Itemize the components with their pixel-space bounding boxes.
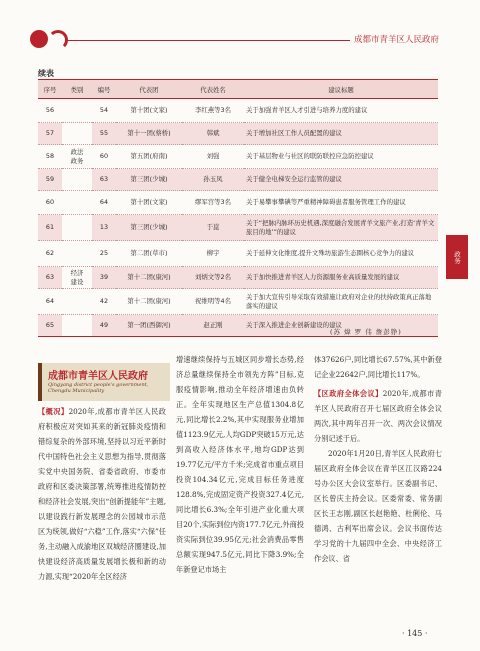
body-column-2 — [176, 352, 304, 577]
group-cell: 第十一团(蔡桥) — [116, 123, 182, 145]
page-header — [0, 0, 480, 56]
column-header: 代表姓名 — [182, 80, 244, 99]
table-row — [38, 123, 438, 145]
column-text: 增速继续保持与五城区同步增长态势,经济总量继续保持全市领先方阵”目标,克服疫情影响,推动全年经济增速由负转正。全年实现地区生产总值1304.8亿元,同比增长2.2%,其中实现服务业增加值1123.9亿元,人均GDP突破15万元,达到高收入经济体水平,地均GDP达到19.77亿元/平方千米;完成省市重点项目投资104.34亿元,完成目标任务进度128.8%,完成固定资产投资327.4亿元,同比增长6.3%;全年引进产业化重大项目20个,实际到位内资177.7亿元,外商投资实际到位39.95亿元;社会消费品零售总额实现947.5亿元,同比下降3.9%;全年新登记市场主 — [176, 355, 304, 574]
table-row — [38, 267, 438, 289]
proposal-table — [38, 79, 438, 337]
category-cell: 政法 政务 — [62, 145, 92, 169]
header-title: 成都市青羊区人民政府 — [354, 35, 440, 45]
group-cell: 第十团(文家) — [116, 99, 182, 123]
table-row — [38, 145, 438, 169]
table-row — [38, 289, 438, 315]
seq-cell: 61 — [38, 215, 62, 241]
proposal-title-cell: 关于加快推进青羊区人力资源服务业高质量发展的建议 — [244, 267, 438, 289]
proposal-title-cell: 关于增加社区工作人员配置的建议 — [244, 123, 438, 145]
table-row — [38, 99, 438, 123]
table-row — [38, 191, 438, 215]
category-cell: 经济 建设 — [62, 267, 92, 289]
table-row — [38, 215, 438, 241]
header-rule — [66, 40, 350, 41]
table-caption: 续表 — [38, 69, 54, 78]
name-cell: 刘炳文等2名 — [182, 267, 244, 289]
banner-title: 成都市青羊区人民政府 — [48, 371, 148, 382]
category-cell — [62, 241, 92, 267]
proposal-title-cell: 关于基层物业与社区的联防联控应急防控建议 — [244, 145, 438, 169]
logo-icon — [30, 30, 48, 48]
name-cell: 祝维明等4名 — [182, 289, 244, 315]
seq-cell: 59 — [38, 169, 62, 191]
seq-cell: 65 — [38, 315, 62, 337]
seq-cell: 57 — [38, 123, 62, 145]
category-cell — [62, 99, 92, 123]
proposal-title-cell: 关于延伸文化维度,提升文殊坊旅游生态圈核心竞争力的建议 — [244, 241, 438, 267]
category-cell — [62, 215, 92, 241]
banner-subtitle: Qingyang district people's government, Chengdu Municipality — [48, 382, 149, 394]
overview-text: 2020年,成都市青羊区人民政府积极应对突如其来的新冠肺炎疫情和错综复杂的外部环境,坚持以习近平新时代中国特色社会主义思想为指导,贯彻落实党中央国务院、省委省政府、市委市政府和区委决策部署,统筹推进疫情防控和经济社会发展,突出“创新提能年”主题,以建设践行新发展理念的公园城市示范区为统领,做好“六稳”工作,落实“六保”任务,主动融入成渝地区双城经济圈建设,加快建设经济高质量发展增长极和新的动力源,实现“2020年全区经济 — [38, 407, 166, 581]
column-header: 编号 — [92, 80, 116, 99]
group-cell: 第二团(草市) — [116, 241, 182, 267]
table-row — [38, 241, 438, 267]
seq-cell: 56 — [38, 99, 62, 123]
name-cell: 赵正刚 — [182, 315, 244, 337]
category-cell — [62, 315, 92, 337]
number-cell: 25 — [92, 241, 116, 267]
name-cell: 孙玉凤 — [182, 169, 244, 191]
column-header: 代表团 — [116, 80, 182, 99]
column-header: 类别 — [62, 80, 92, 99]
proposal-title-cell: 关于加强青羊区人才引进与培养力度的建议 — [244, 99, 438, 123]
meeting-heading: 【区政府全体会议】 — [314, 389, 383, 398]
column-header: 序号 — [38, 80, 62, 99]
proposal-title-cell: 关于“把脉内脉环历史机遇,深度融合发展青羊文旅产业,打造‘青羊文旅目的地’”的建议 — [244, 215, 438, 241]
column-header: 建议标题 — [244, 80, 438, 99]
name-cell: 韩斌 — [182, 123, 244, 145]
number-cell: 60 — [92, 145, 116, 169]
group-cell: 第十团(文家) — [116, 191, 182, 215]
number-cell: 64 — [92, 191, 116, 215]
seq-cell: 64 — [38, 289, 62, 315]
proposal-title-cell: 关于健全电梯安全运行监管的建议 — [244, 169, 438, 191]
number-cell: 13 — [92, 215, 116, 241]
category-cell — [62, 169, 92, 191]
seq-cell: 63 — [38, 267, 62, 289]
name-cell: 缪军宫等3名 — [182, 191, 244, 215]
table-header-row — [38, 80, 438, 99]
number-cell: 63 — [92, 169, 116, 191]
number-cell: 55 — [92, 123, 116, 145]
group-cell: 第三团(少城) — [116, 169, 182, 191]
number-cell: 42 — [92, 289, 116, 315]
meeting-text: 2020年,成都市青羊区人民政府召开七届区政府全体会议两次,其中两年召开一次、两次会议情况分别记述于后。 — [314, 389, 442, 443]
overview-heading: 【概况】 — [38, 407, 69, 416]
name-cell: 刘强 — [182, 145, 244, 169]
seq-cell: 60 — [38, 191, 62, 215]
name-cell: 柳宇 — [182, 241, 244, 267]
group-cell: 第十二团(康河) — [116, 289, 182, 315]
group-cell: 第三团(少城) — [116, 215, 182, 241]
seq-cell: 62 — [38, 241, 62, 267]
proposal-title-cell: 关于易攀事攀碘等严重精神障碍患者服务管理工作的建议 — [244, 191, 438, 215]
table-row — [38, 169, 438, 191]
category-cell — [62, 191, 92, 215]
seq-cell: 58 — [38, 145, 62, 169]
proposal-title-cell: 关于加大宣传引导采取有效措施让政府对企业的扶持政策真正落地落实的建议 — [244, 289, 438, 315]
proposal-title-cell: 关于深入推进企业创新建设的建议 — [244, 315, 438, 337]
group-cell: 第十二团(康河) — [116, 267, 182, 289]
section-banner — [38, 363, 170, 401]
meeting-detail-text: 2020年1月20日,青羊区人民政府七届区政府全体会议在青羊区江汉路224号办公区大会议室举行。区委副书记、区长曾庆主持会议。区委常委、常务副区长王志刚,副区长赵艳艳、杜俐伦、马德鸿、古利军出席会议。会议书面传达学习党的十九届四中全会、中央经济工作会议、省 — [314, 449, 442, 563]
body-column-1 — [38, 404, 166, 584]
number-cell: 49 — [92, 315, 116, 337]
body-column-3 — [314, 352, 442, 566]
column-text: 体37626户,同比增长67.57%,其中新登记企业22642户,同比增长117%。 — [314, 355, 442, 379]
name-cell: 于崑 — [182, 215, 244, 241]
section-side-tab: 政务 — [446, 235, 468, 279]
number-cell: 54 — [92, 99, 116, 123]
page-number: · 145 · — [402, 629, 428, 638]
number-cell: 39 — [92, 267, 116, 289]
group-cell: 第五团(府南) — [116, 145, 182, 169]
category-cell — [62, 123, 92, 145]
group-cell: 第一团(西御河) — [116, 315, 182, 337]
category-cell — [62, 289, 92, 315]
name-cell: 李红燕等3名 — [182, 99, 244, 123]
photo-credit: (苏 煒 罗 伟 詹彭铮) — [330, 328, 402, 336]
logo-swirl-icon — [48, 30, 68, 50]
